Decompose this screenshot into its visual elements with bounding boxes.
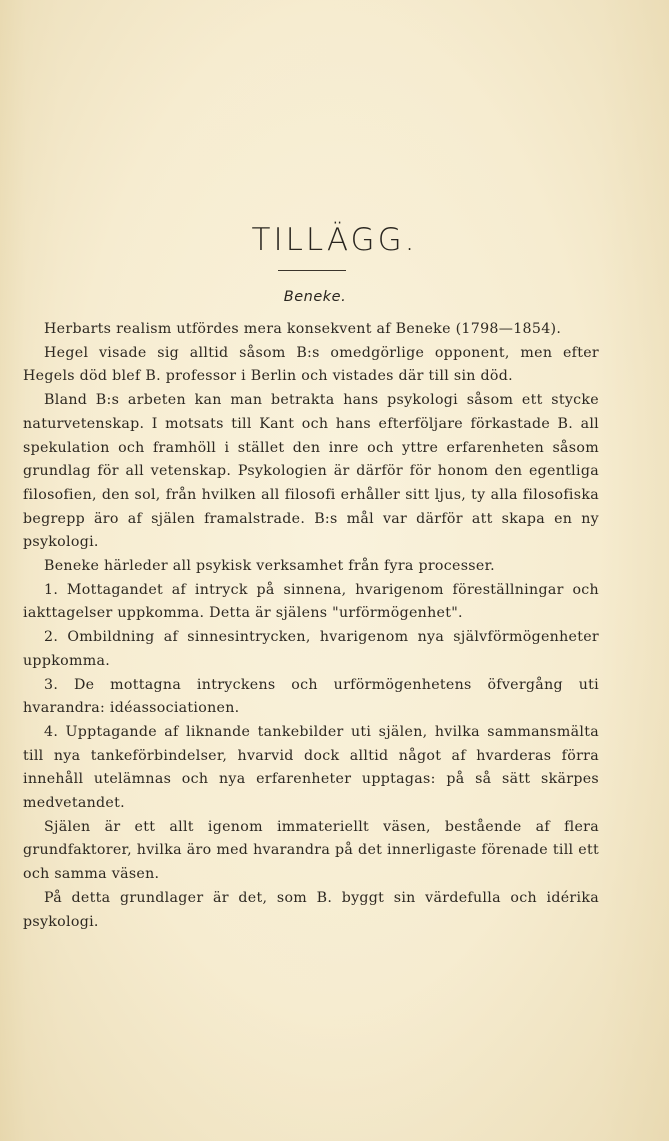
section-heading: Beneke. [283,289,347,305]
paragraph-1: Herbarts realism utfördes mera konsekvent af Beneke (1798—1854). [44,321,562,337]
paragraph-4: Beneke härleder all psykisk verksamhet från fyra processer. [44,558,495,575]
paragraph-process-2: 2. Ombildning af sinnesintrycken, hvarigenom nya självförmögenheter uppkomma. [23,629,599,669]
paragraph-process-3: 3. De mottagna intryckens och urförmögenhetens öfvergång uti hvarandra: idéassociationen. [23,676,599,717]
paragraph-process-1: 1. Mottagandet af intryck på sinnena, hvarigenom föreställningar och iakttagelser uppkomma. Detta är själens "urförmögenhet". [23,581,599,622]
paragraph-process-4: 4. Upptagande af liknande tankebilder uti själen, hvilka sammansmälta till nya tankeförbindelser, hvarvid dock alltid något af hvarderas förra innehåll utelämnas och nya erfarenheter upptagas: på så sätt skärpes medvetandet. [23,723,599,812]
body-text [23,318,599,934]
paragraph-2: Hegel visade sig alltid såsom B:s omedgörlige opponent, men efter Hegels död blef B. professor i Berlin och vistades där till sin död. [23,344,599,385]
paragraph-9: Själen är ett allt igenom immateriellt väsen, bestående af flera grundfaktorer, hvilka äro med hvarandra på det innerligaste förenade till ett och samma väsen. [23,818,599,883]
title-underline-rule [278,270,346,271]
paragraph-3: Bland B:s arbeten kan man betrakta hans psykologi såsom ett stycke naturvetenskap. I motsats till Kant och hans efterföljare förkastade B. all spekulation och framhöll i stället den inre och yttre erfarenheten såsom grundlag för all vetenskap. Psykologien är därför för honom den egentliga filosofien, den sol, från hvilken all filosofi erhåller sitt ljus, ty alla filosofiska begrepp äro af själen framalstrade. B:s mål var därför att skapa en ny psykologi. [23,392,599,551]
chapter-title: TILLÄGG. [251,222,418,258]
paragraph-10: På detta grundlager är det, som B. byggt sin värdefulla och idérika psykologi. [23,889,599,930]
